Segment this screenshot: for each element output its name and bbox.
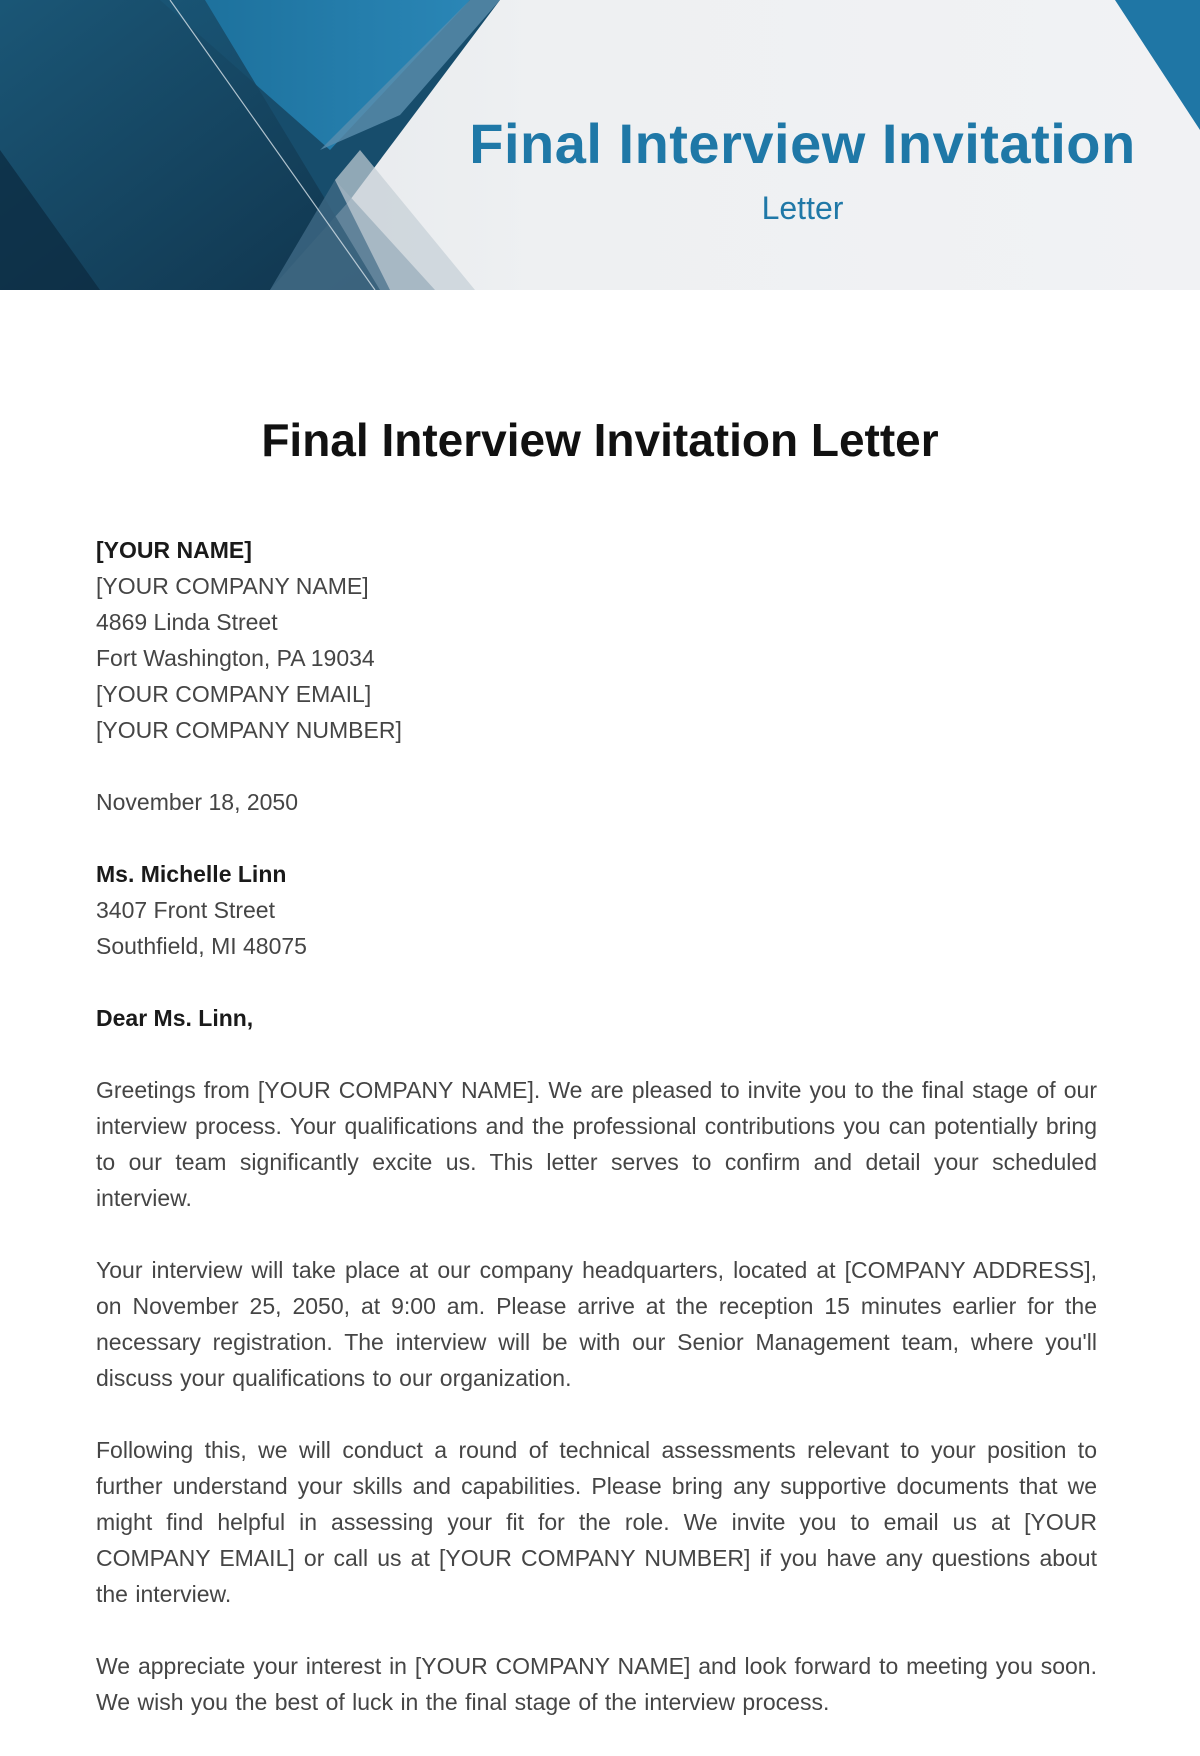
document-title: Final Interview Invitation Letter — [261, 414, 939, 466]
recipient-city: Southfield, MI 48075 — [96, 933, 307, 959]
banner-subtitle: Letter — [761, 190, 844, 226]
sender-company: [YOUR COMPANY NAME] — [96, 573, 369, 599]
recipient-street: 3407 Front Street — [96, 897, 275, 923]
sender-address — [96, 532, 1097, 748]
sender-email: [YOUR COMPANY EMAIL] — [96, 681, 372, 707]
letter-body — [96, 532, 1097, 1756]
paragraph-1: Greetings from [YOUR COMPANY NAME]. We are pleased to invite you to the final stage of our interview process. Your qualifications and the professional contributions you can potentially bring to our team significantly excite us. This letter serves to confirm and detail your scheduled interview. — [96, 1077, 1097, 1211]
recipient-address — [96, 856, 1097, 964]
paragraph-3: Following this, we will conduct a round of technical assessments relevant to your position to further understand your skills and capabilities. Please bring any supportive documents that we might find helpful in assessing your fit for the role. We invite you to email us at [YOUR COMPANY EMAIL] or call us at [YOUR COMPANY NUMBER] if you have any questions about the interview. — [96, 1437, 1097, 1607]
paragraph-4: We appreciate your interest in [YOUR COMPANY NAME] and look forward to meeting you soon. We wish you the best of luck in the final stage of the interview process. — [96, 1653, 1097, 1715]
paragraph-2: Your interview will take place at our company headquarters, located at [COMPANY ADDRESS], on November 25, 2050, at 9:00 am. Please arrive at the reception 15 minutes earlier for the necessary registration. The interview will be with our Senior Management team, where you'll discuss your qualifications to our organization. — [96, 1257, 1097, 1391]
header-banner — [0, 0, 1200, 290]
salutation-block — [96, 1000, 1097, 1036]
sender-name: [YOUR NAME] — [96, 537, 252, 563]
letter-date: November 18, 2050 — [96, 789, 299, 815]
sender-number: [YOUR COMPANY NUMBER] — [96, 717, 402, 743]
sender-city: Fort Washington, PA 19034 — [96, 645, 375, 671]
letter-date-block — [96, 784, 1097, 820]
salutation: Dear Ms. Linn, — [96, 1005, 254, 1031]
recipient-name: Ms. Michelle Linn — [96, 861, 287, 887]
banner-title: Final Interview Invitation — [469, 112, 1136, 175]
sender-street: 4869 Linda Street — [96, 609, 278, 635]
